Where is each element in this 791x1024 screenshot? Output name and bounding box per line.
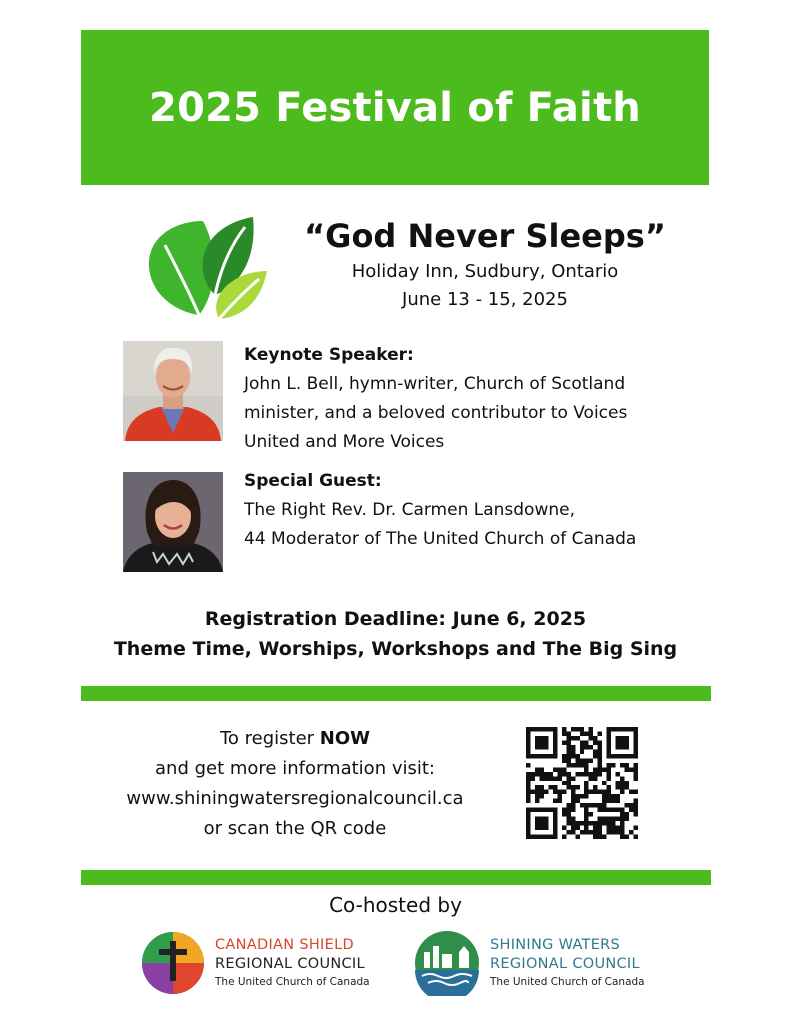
csrc-church-line: The United Church of Canada bbox=[215, 976, 370, 988]
keynote-speaker-photo bbox=[123, 341, 223, 441]
special-guest-photo bbox=[123, 472, 223, 572]
event-location: Holiday Inn, Sudbury, Ontario bbox=[351, 261, 619, 282]
divider-bar bbox=[81, 686, 711, 701]
leaves-icon bbox=[145, 215, 270, 320]
swrc-name-line2: REGIONAL COUNCIL bbox=[490, 956, 640, 972]
cohost-label: Co-hosted by bbox=[329, 893, 462, 917]
csrc-name-line1: CANADIAN SHIELD bbox=[215, 937, 354, 953]
register-now: NOW bbox=[319, 728, 371, 749]
canadian-shield-logo bbox=[141, 928, 370, 998]
register-line: To register NOW bbox=[219, 728, 371, 749]
keynote-speaker-line: United and More Voices bbox=[244, 432, 445, 452]
keynote-speaker-line: minister, and a beloved contributor to Voices bbox=[244, 403, 628, 423]
event-dates: June 13 - 15, 2025 bbox=[402, 289, 568, 310]
page-title: 2025 Festival of Faith bbox=[149, 84, 641, 131]
csrc-name-line2: REGIONAL COUNCIL bbox=[215, 956, 365, 972]
special-guest-section bbox=[244, 467, 714, 554]
info-line: and get more information visit: bbox=[155, 758, 435, 779]
event-details bbox=[300, 214, 670, 314]
event-theme: “God Never Sleeps” bbox=[304, 217, 666, 255]
registration-section bbox=[0, 604, 791, 664]
canadian-shield-emblem-icon bbox=[141, 931, 205, 995]
keynote-speaker-section bbox=[244, 341, 714, 457]
register-info bbox=[95, 724, 495, 844]
swrc-name-line1: SHINING WATERS bbox=[490, 937, 621, 953]
qr-instruction: or scan the QR code bbox=[203, 818, 387, 839]
special-guest-line: The Right Rev. Dr. Carmen Lansdowne, bbox=[244, 500, 576, 520]
shining-waters-logo bbox=[414, 928, 645, 998]
keynote-speaker-label: Keynote Speaker: bbox=[244, 345, 414, 365]
registration-deadline: Registration Deadline: June 6, 2025 bbox=[204, 608, 587, 630]
shining-waters-emblem-icon bbox=[414, 930, 480, 996]
special-guest-label: Special Guest: bbox=[244, 471, 382, 491]
title-banner bbox=[81, 30, 709, 185]
divider-bar bbox=[81, 870, 711, 885]
keynote-speaker-line: John L. Bell, hymn-writer, Church of Scotland bbox=[244, 374, 626, 394]
activities-line: Theme Time, Worships, Workshops and The Big Sing bbox=[113, 638, 678, 660]
website-link[interactable]: www.shiningwatersregionalcouncil.ca bbox=[126, 788, 464, 809]
swrc-church-line: The United Church of Canada bbox=[490, 976, 645, 988]
special-guest-line: 44 Moderator of The United Church of Canada bbox=[244, 529, 637, 549]
qr-code-icon[interactable] bbox=[526, 727, 638, 839]
